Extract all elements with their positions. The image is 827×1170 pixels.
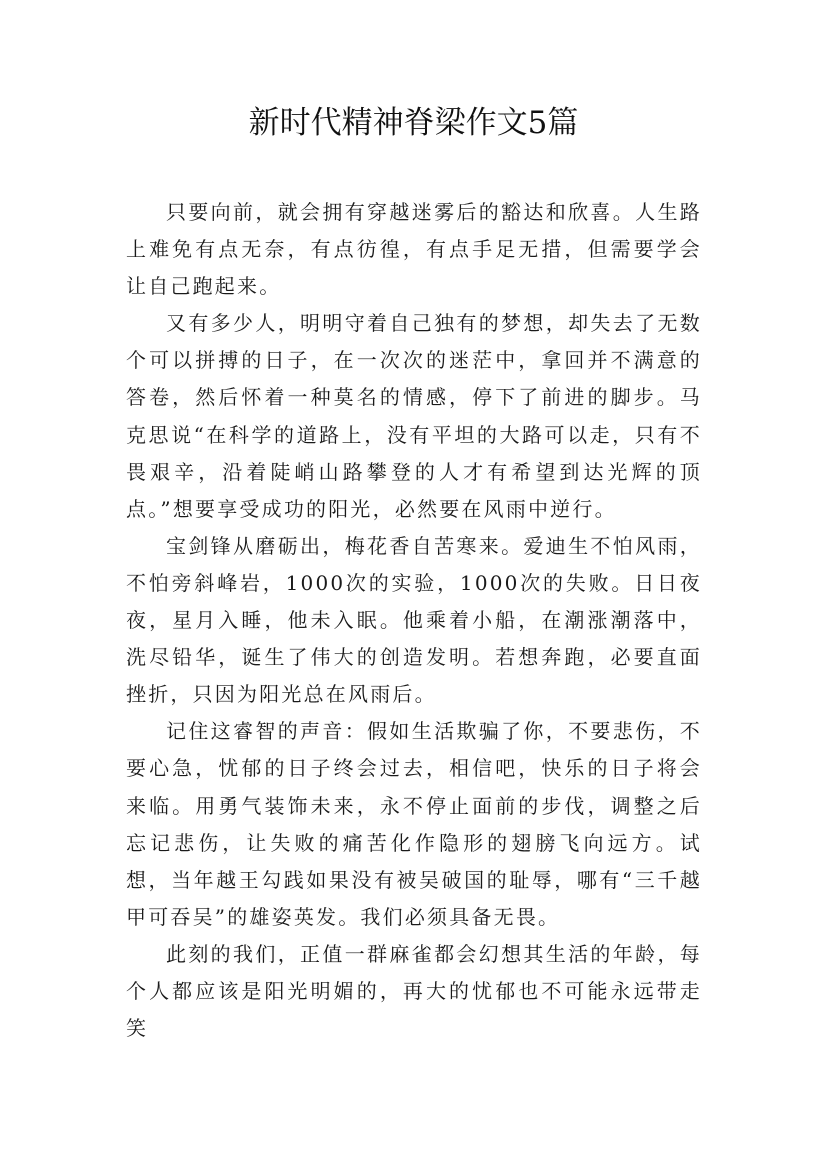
- page-title: 新时代精神脊梁作文5篇: [248, 105, 579, 141]
- paragraph-1: 只要向前，就会拥有穿越迷雾后的豁达和欣喜。人生路上难免有点无奈，有点彷徨，有点手足无措，但需要学会让自己跑起来。: [126, 200, 702, 299]
- paragraph-5: 此刻的我们，正值一群麻雀都会幻想其生活的年龄，每个人都应该是阳光明媚的，再大的忧郁也不可能永远带走笑: [126, 941, 702, 1041]
- paragraph-3: 宝剑锋从磨砺出，梅花香自苦寒来。爱迪生不怕风雨，不怕旁斜峰岩，1000次的实验，1000次的失败。日日夜夜，星月入睡，他未入眠。他乘着小船，在潮涨潮落中，洗尽铅华，诞生了伟大的创造发明。若想奔跑，必要直面挫折，只因为阳光总在风雨后。: [126, 533, 702, 707]
- paragraph-2: 又有多少人，明明守着自己独有的梦想，却失去了无数个可以拼搏的日子，在一次次的迷茫中，拿回并不满意的答卷，然后怀着一种莫名的情感，停下了前进的脚步。马克思说“在科学的道路上，没有平坦的大路可以走，只有不畏艰辛，沿着陡峭山路攀登的人才有希望到达光辉的顶点。”想要享受成功的阳光，必然要在风雨中逆行。: [126, 311, 702, 521]
- paragraph-4: 记住这睿智的声音：假如生活欺骗了你，不要悲伤，不要心急，忧郁的日子终会过去，相信吧，快乐的日子将会来临。用勇气装饰未来，永不停止面前的步伐，调整之后忘记悲伤，让失败的痛苦化作隐形的翅膀飞向远方。试想，当年越王勾践如果没有被吴破国的耻辱，哪有“三千越甲可吞吴”的雄姿英发。我们必须具备无畏。: [126, 719, 702, 929]
- article-body: [126, 194, 702, 1047]
